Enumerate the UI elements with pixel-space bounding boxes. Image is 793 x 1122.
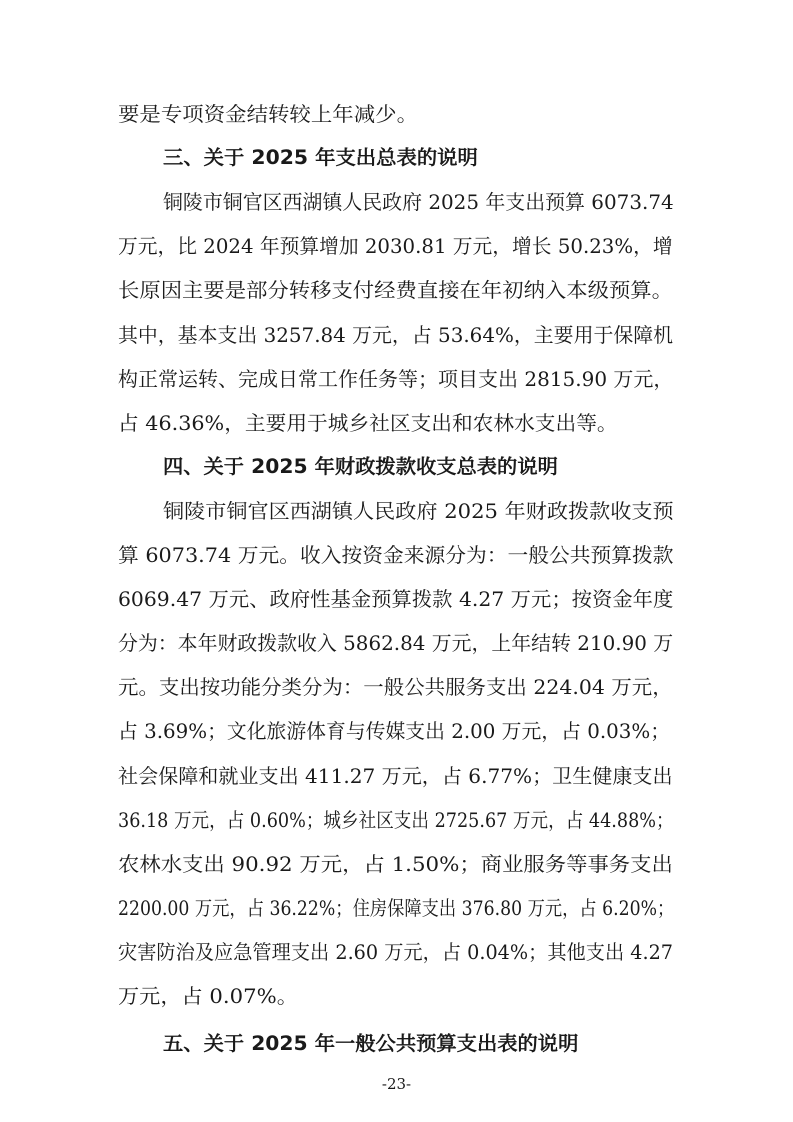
paragraph-line: 要是专项资金结转较上年减少。 [118,102,418,126]
paragraph-line: 分为：本年财政拨款收入 5862.84 万元，上年结转 210.90 万 [118,631,674,655]
paragraph-line: 占 46.36%，主要用于城乡社区支出和农林水支出等。 [118,411,618,435]
paragraph-line: 灾害防治及应急管理支出 2.60 万元，占 0.04%；其他支出 4.27 [118,940,674,964]
section-heading-fiscal-appropriation-summary: 四、关于 2025 年财政拨款收支总表的说明 [163,455,558,478]
section-heading-expenditure-summary: 三、关于 2025 年支出总表的说明 [163,146,478,169]
paragraph-line: 社会保障和就业支出 411.27 万元，占 6.77%；卫生健康支出 [118,764,673,788]
paragraph-line: 铜陵市铜官区西湖镇人民政府 2025 年支出预算 6073.74 [163,190,674,214]
paragraph-line: 2200.00 万元，占 36.22%；住房保障支出 376.80 万元，占 6.20%； [118,896,675,920]
paragraph-line: 6069.47 万元、政府性基金预算拨款 4.27 万元；按资金年度 [118,587,674,611]
paragraph-line: 算 6073.74 万元。收入按资金来源分为：一般公共预算拨款 [118,543,674,567]
paragraph-line: 万元，比 2024 年预算增加 2030.81 万元，增长 50.23%，增 [118,234,673,258]
paragraph-line: 铜陵市铜官区西湖镇人民政府 2025 年财政拨款收支预 [163,499,674,523]
paragraph-line: 36.18 万元，占 0.60%；城乡社区支出 2725.67 万元，占 44.88%； [118,808,674,832]
paragraph-line: 其中，基本支出 3257.84 万元，占 53.64%，主要用于保障机 [118,323,674,347]
section-heading-general-public-budget-expenditure: 五、关于 2025 年一般公共预算支出表的说明 [163,1032,579,1055]
paragraph-line: 占 3.69%；文化旅游体育与传媒支出 2.00 万元，占 0.03%； [118,719,671,743]
page-number: -23- [381,1075,412,1093]
paragraph-line: 元。支出按功能分类分为：一般公共服务支出 224.04 万元， [118,675,673,699]
paragraph-line: 农林水支出 90.92 万元，占 1.50%；商业服务等事务支出 [118,852,673,876]
paragraph-line: 万元，占 0.07%。 [118,984,298,1008]
paragraph-line: 构正常运转、完成日常工作任务等；项目支出 2815.90 万元， [118,367,674,391]
paragraph-line: 长原因主要是部分转移支付经费直接在年初纳入本级预算。 [118,278,673,302]
